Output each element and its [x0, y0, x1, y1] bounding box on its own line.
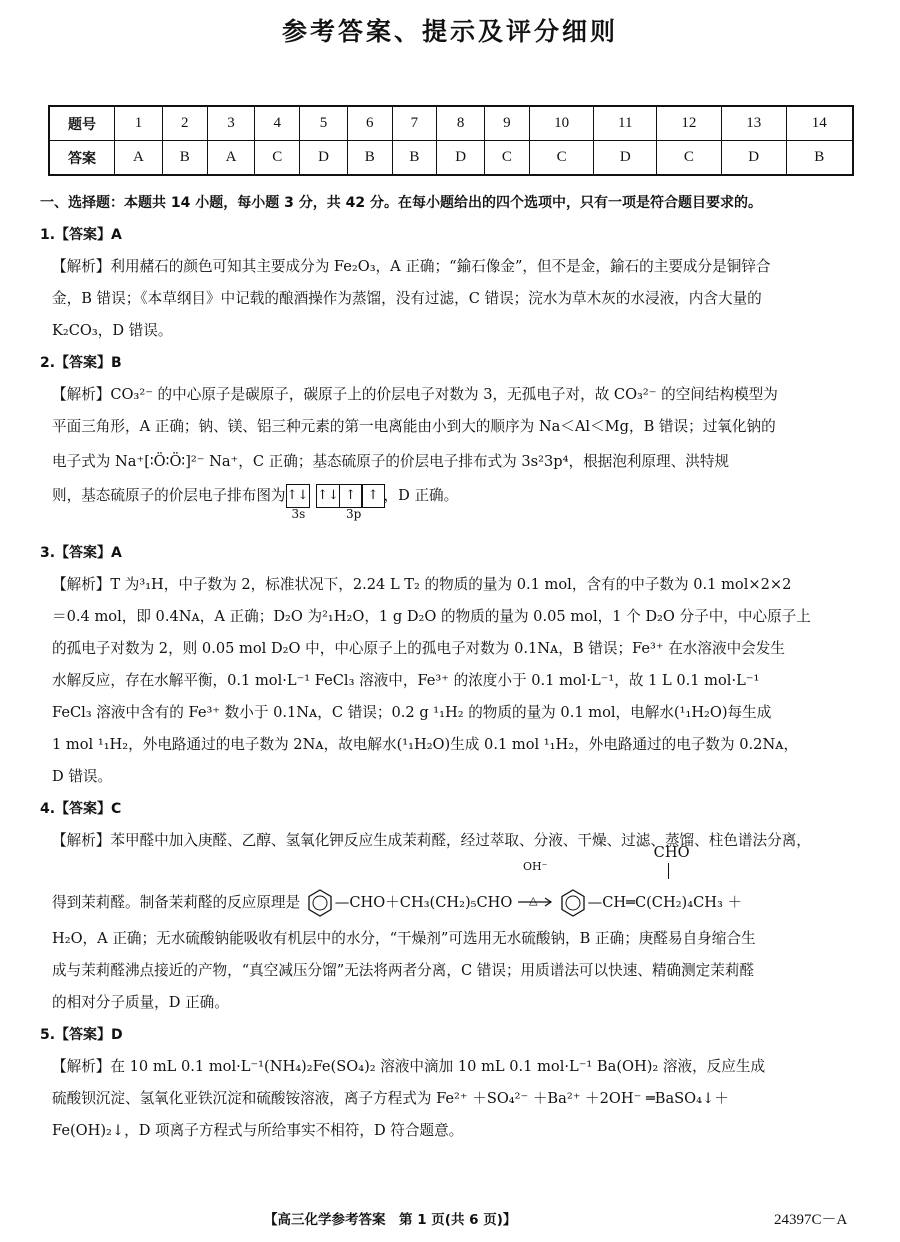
table-cell: B [348, 141, 393, 176]
orbital-diagram-3p [316, 481, 384, 521]
question-3-line: FeCl₃ 溶液中含有的 Fe³⁺ 数小于 0.1Nᴀ，C 错误；0.2 g ¹₁H₂ 的物质的量为 0.1 mol，电解水(¹₁H₂O)每生成 [52, 704, 772, 721]
question-1-line: K₂CO₃，D 错误。 [52, 322, 173, 339]
table-cell: D [300, 141, 348, 176]
orbital-label-3p: 3p [346, 507, 362, 521]
question-2-text: 则，基态硫原子的价层电子排布图为 [52, 487, 286, 504]
orbital-box-3s: ↑↓ [286, 484, 310, 508]
reaction-arrow [517, 860, 553, 923]
question-3-line: D 错误。 [52, 768, 113, 785]
question-4-answer: 4.【答案】C [40, 801, 122, 817]
question-2-line: 平面三角形，A 正确；钠、镁、铝三种元素的第一电离能由小到大的顺序为 Na＜Al＜Mg，B 错误；过氧化钠的 [52, 418, 776, 435]
table-cell: 7 [392, 106, 437, 141]
answer-table-row-answers [49, 141, 853, 176]
question-5-line: Fe(OH)₂↓，D 项离子方程式与所给事实不相符，D 符合题意。 [52, 1122, 464, 1139]
cho-substituent: CHO [653, 844, 690, 861]
table-cell: 5 [300, 106, 348, 141]
bond-line [668, 863, 669, 879]
section-heading: 一、选择题：本题共 14 小题，每小题 3 分，共 42 分。在每小题给出的四个选项中，只有一项是符合题目要求的。 [40, 195, 762, 211]
table-cell: 6 [348, 106, 393, 141]
table-cell: 10 [529, 106, 594, 141]
question-3-line: 【解析】T 为³₁H，中子数为 2，标准状况下，2.24 L T₂ 的物质的量为 0.1 mol，含有的中子数为 0.1 mol×2×2 [52, 576, 792, 593]
footer-code: 24397C－A [774, 1212, 848, 1228]
table-cell: B [786, 141, 853, 176]
question-5-line: 【解析】在 10 mL 0.1 mol·L⁻¹(NH₄)₂Fe(SO₄)₂ 溶液中滴加 10 mL 0.1 mol·L⁻¹ Ba(OH)₂ 溶液，反应生成 [52, 1058, 766, 1075]
question-5-answer: 5.【答案】D [40, 1027, 123, 1043]
table-cell: D [594, 141, 657, 176]
table-cell: D [437, 141, 485, 176]
table-cell: 2 [162, 106, 207, 141]
table-cell: 14 [786, 106, 853, 141]
question-1-line: 【解析】利用赭石的颜色可知其主要成分为 Fe₂O₃，A 正确；“鍮石像金”，但不是金，鍮石的主要成分是铜锌合 [52, 258, 771, 275]
question-4-product: —CH═C(CH₂)₄CH₃ ＋ [587, 894, 743, 911]
orbital-diagram [286, 481, 309, 521]
table-cell: 3 [207, 106, 255, 141]
table-cell: 13 [721, 106, 786, 141]
table-header-number: 题号 [49, 106, 115, 141]
table-cell: B [392, 141, 437, 176]
question-4-reaction-line [40, 844, 862, 923]
table-cell: C [255, 141, 300, 176]
table-cell: D [721, 141, 786, 176]
question-3-answer: 3.【答案】A [40, 545, 122, 561]
question-4-line: 【解析】苯甲醛中加入庚醛、乙醇、氢氧化钾反应生成茉莉醛，经过萃取、分液、干燥、过滤、蒸馏、柱色谱法分离， [52, 832, 811, 849]
question-4-line: 成与茉莉醛沸点接近的产物，“真空减压分馏”无法将两者分离，C 错误；用质谱法可以快速、精确测定茉莉醛 [52, 962, 755, 979]
question-3-line: 的孤电子对数为 2，则 0.05 mol D₂O 中，中心原子上的孤电子对数为 0.1Nᴀ，B 错误；Fe³⁺ 在水溶液中会发生 [52, 640, 785, 657]
footer-page-info: 【高三化学参考答案 第 1 页(共 6 页)】 [264, 1212, 517, 1228]
table-cell: 12 [657, 106, 722, 141]
question-2-text: ，D 正确。 [383, 487, 459, 504]
orbital-label-3s: 3s [291, 507, 306, 521]
table-cell: 4 [255, 106, 300, 141]
benzene-ring-icon [558, 888, 588, 918]
reaction-condition-base: OH⁻ [523, 860, 548, 873]
answer-table [48, 105, 854, 176]
question-5-line: 硫酸钡沉淀、氢氧化亚铁沉淀和硫酸铵溶液，离子方程式为 Fe²⁺ ＋SO₄²⁻ ＋Ba²⁺ ＋2OH⁻ ═BaSO₄↓＋ [52, 1090, 729, 1107]
table-cell: A [207, 141, 255, 176]
question-4-reactants: —CHO＋CH₃(CH₂)₅CHO [334, 894, 513, 911]
question-4-line: H₂O，A 正确；无水硫酸钠能吸收有机层中的水分，“干燥剂”可选用无水硫酸钠，B 正确；庚醛易自身缩合生 [52, 930, 756, 947]
question-3-line: 1 mol ¹₁H₂，外电路通过的电子数为 2Nᴀ，故电解水(¹₁H₂O)生成 0.1 mol ¹₁H₂，外电路通过的电子数为 0.2Nᴀ， [52, 736, 799, 753]
answer-explanations [40, 187, 862, 1147]
table-cell: C [485, 141, 530, 176]
question-3-line: ＝0.4 mol，即 0.4Nᴀ，A 正确；D₂O 为²₁H₂O，1 g D₂O 的物质的量为 0.05 mol，1 个 D₂O 分子中，中心原子上 [52, 608, 811, 625]
question-2-line: 【解析】CO₃²⁻ 的中心原子是碳原子，碳原子上的价层电子对数为 3，无孤电子对，故 CO₃²⁻ 的空间结构模型为 [52, 386, 778, 403]
question-4-text: 得到茉莉醛。制备茉莉醛的反应原理是 [52, 894, 301, 911]
table-cell: C [529, 141, 594, 176]
question-2-line [40, 481, 862, 537]
question-1-answer: 1.【答案】A [40, 227, 122, 243]
page-title: 参考答案、提示及评分细则 [281, 17, 618, 46]
orbital-box-3p: ↑ [361, 484, 385, 508]
orbital-box-3p: ↑↓ [316, 484, 340, 508]
question-1-line: 金，B 错误；《本草纲目》中记载的酿酒操作为蒸馏，没有过滤，C 错误；浣水为草木灰的水浸液，内含大量的 [52, 290, 762, 307]
table-cell: C [657, 141, 722, 176]
reaction-condition-heat: △ [529, 894, 538, 907]
question-2-line: 电子式为 Na⁺[∶Ö∶Ö∶]²⁻ Na⁺，C 正确；基态硫原子的价层电子排布式为 3s²3p⁴，根据泡利原理、洪特规 [52, 453, 730, 470]
question-3-line: 水解反应，存在水解平衡，0.1 mol·L⁻¹ FeCl₃ 溶液中，Fe³⁺ 的浓度小于 0.1 mol·L⁻¹，故 1 L 0.1 mol·L⁻¹ [52, 672, 760, 689]
benzene-ring-icon [305, 888, 335, 918]
table-cell: 1 [115, 106, 163, 141]
table-header-answer: 答案 [49, 141, 115, 176]
answer-table-row-numbers [49, 106, 853, 141]
table-cell: 8 [437, 106, 485, 141]
jasmine-aldehyde-product [587, 844, 743, 923]
orbital-box-3p: ↑ [339, 484, 363, 508]
table-cell: 11 [594, 106, 657, 141]
question-2-answer: 2.【答案】B [40, 355, 122, 371]
question-4-line: 的相对分子质量，D 正确。 [52, 994, 229, 1011]
table-cell: A [115, 141, 163, 176]
table-cell: 9 [485, 106, 530, 141]
table-cell: B [162, 141, 207, 176]
